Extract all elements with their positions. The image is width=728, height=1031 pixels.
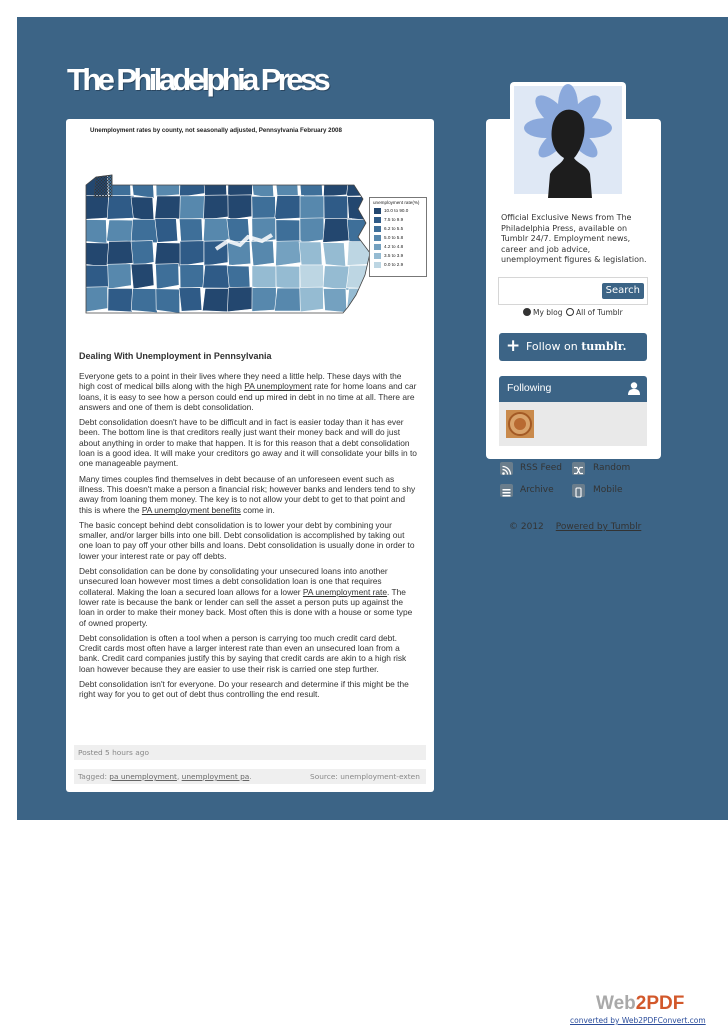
radio-all-tumblr[interactable]	[566, 308, 623, 317]
copyright-text: © 2012	[509, 522, 544, 532]
county-region	[155, 196, 183, 219]
legend-label: 4.2 to 4.8	[384, 244, 404, 250]
follow-on-tumblr-button[interactable]	[499, 333, 647, 361]
county-region	[108, 288, 133, 312]
county-region	[252, 266, 276, 291]
legend-label: 5.0 to 5.8	[384, 235, 404, 241]
post-paragraph: Debt consolidation isn't for everyone. Do your research and determine if this might be the right way for you to get out of debt thus controlling the end result.	[79, 679, 409, 700]
mobile-link[interactable]: Mobile	[593, 485, 623, 495]
county-region	[156, 172, 180, 196]
unemployment-map-figure	[76, 125, 428, 345]
county-region	[179, 219, 202, 243]
posted-time[interactable]: Posted 5 hours ago	[78, 748, 149, 757]
county-region	[180, 241, 204, 266]
tag-separator: ,	[176, 772, 182, 781]
county-region	[228, 173, 253, 196]
legend-row	[374, 244, 424, 252]
legend-row	[374, 208, 424, 216]
mobile-icon	[572, 484, 585, 497]
following-header	[499, 376, 647, 402]
county-region	[228, 195, 252, 220]
following-list	[499, 402, 647, 446]
county-region	[324, 196, 348, 219]
search-button[interactable]: Search	[602, 283, 644, 299]
county-region	[84, 287, 108, 312]
rss-feed-link[interactable]: RSS Feed	[520, 463, 563, 473]
radio-unchecked-icon[interactable]	[566, 308, 574, 316]
legend-label: 10.0 to 90.0	[384, 208, 409, 214]
follow-label	[526, 340, 626, 353]
post-paragraph	[79, 474, 419, 515]
county-region	[323, 218, 351, 242]
rss-icon	[500, 462, 513, 475]
county-region	[275, 288, 304, 311]
county-region	[83, 265, 109, 289]
county-region	[84, 195, 109, 219]
tag-link[interactable]: pa unemployment	[109, 772, 177, 781]
county-region	[323, 266, 350, 291]
radio-my-blog[interactable]	[523, 308, 563, 317]
radio-checked-icon[interactable]	[523, 308, 531, 316]
county-region	[131, 219, 158, 243]
powered-by-tumblr-link[interactable]: Powered by Tumblr	[555, 522, 642, 532]
county-region	[275, 173, 298, 196]
search-box	[498, 277, 648, 305]
radio-label: All of Tumblr	[576, 308, 623, 317]
paragraph-text: Everyone gets to a point in their lives where they need a little help. These days with the high cost of medical bills along with the high	[79, 371, 402, 392]
posted-time-bar	[74, 745, 426, 760]
county-region	[131, 197, 154, 222]
county-region	[83, 219, 106, 243]
pa-unemployment-rate-link[interactable]: PA unemployment rate	[302, 586, 388, 597]
county-region	[107, 196, 134, 220]
county-region	[300, 287, 324, 312]
county-region	[299, 242, 322, 265]
logo-web-text: Web	[596, 993, 636, 1014]
legend-label: 6.2 to 5.5	[384, 226, 404, 232]
county-region	[299, 173, 322, 196]
legend-row	[374, 262, 424, 270]
county-region	[251, 241, 274, 266]
legend-swatch	[374, 262, 381, 268]
paragraph-text: . The lower rate is because the bank or lender can sell the asset a person puts up against the loan in order to make their money back. Most often this is done with a house or some type of owned property.	[79, 586, 413, 628]
legend-label: 7.5 to 9.9	[384, 217, 404, 223]
legend-swatch	[374, 235, 381, 241]
web2pdf-convert-link[interactable]: converted by Web2PDFConvert.com	[570, 1016, 706, 1025]
county-region	[131, 264, 154, 289]
legend-row	[374, 253, 424, 261]
county-region	[276, 220, 300, 245]
county-region	[203, 265, 232, 288]
followed-blog-avatar[interactable]	[506, 410, 534, 438]
legend-swatch	[374, 208, 381, 214]
post-paragraph: Debt consolidation is often a tool when a person is carrying too much credit card debt. Credit cards most often have a larger interest rate than even an unsecured loan from a bank. Credit card companies justify this by saying that credit cards are akin to a high risk loan however because they are easier to use their risk is carried one step further.	[79, 632, 407, 674]
person-icon	[627, 381, 641, 395]
county-region	[227, 266, 250, 291]
post-paragraph	[79, 371, 419, 412]
county-region	[347, 288, 376, 311]
legend-swatch	[374, 253, 381, 259]
county-region	[155, 218, 178, 242]
pa-unemployment-link[interactable]: PA unemployment	[244, 381, 312, 392]
post-paragraph: The basic concept behind debt consolidation is to lower your debt by combining your smaller, and/or larger bills into one bill. Debt consolidation is accomplished by taking out one loan to pay off your other bills and loans. Debt consolidation is usually done in order to lower your interest rate or pay off debts.	[79, 519, 415, 561]
county-region	[323, 172, 349, 196]
plus-icon: +	[506, 336, 521, 356]
pa-unemployment-benefits-link[interactable]: PA unemployment benefits	[141, 504, 241, 515]
archive-link[interactable]: Archive	[520, 485, 554, 495]
county-region	[300, 218, 324, 243]
paragraph-text: rate for home loans and car loans, it is easy to see how a person could end up mired in debt in no time at all. There are answers and one of them is debt consolidation.	[79, 381, 417, 412]
county-region	[180, 196, 205, 220]
site-title[interactable]: The Philadelphia Press	[67, 62, 328, 97]
county-region	[275, 195, 304, 219]
following-label: Following	[507, 382, 552, 394]
post-paragraph	[79, 566, 419, 628]
county-region	[131, 174, 154, 199]
legend-swatch	[374, 244, 381, 250]
tumblr-brand: tumblr.	[581, 340, 627, 353]
county-region	[180, 265, 204, 289]
county-region	[131, 241, 154, 267]
blog-description: Official Exclusive News from The Philadelphia Press, available on Tumblr 24/7. Employment news, career and job advice, unemployment figures & legislation.	[501, 213, 647, 265]
county-region	[108, 264, 132, 289]
sidebar-footer	[509, 522, 641, 532]
follow-prefix: Follow on	[526, 340, 582, 353]
legend-label: 0.0 to 2.9	[384, 262, 404, 268]
legend-row	[374, 235, 424, 243]
seal-icon	[506, 410, 534, 438]
logo-pdf-text: 2PDF	[635, 993, 685, 1014]
paragraph-text: come in.	[240, 504, 275, 515]
county-region	[347, 196, 370, 220]
radio-label: My blog	[533, 308, 563, 317]
county-region	[252, 287, 276, 311]
tagged-label: Tagged:	[78, 772, 110, 781]
post-card	[66, 119, 434, 792]
county-region	[179, 288, 202, 312]
legend-swatch	[374, 217, 381, 223]
map-caption: Unemployment rates by county, not seasonally adjusted, Pennsylvania February 2008	[90, 127, 342, 134]
county-region	[276, 241, 301, 266]
archive-icon	[500, 484, 513, 497]
county-region	[347, 219, 370, 243]
post-title[interactable]: Dealing With Unemployment in Pennsylvania	[79, 351, 272, 361]
tag-separator: .	[249, 772, 252, 781]
county-region	[179, 172, 205, 197]
post-paragraph: Debt consolidation doesn't have to be difficult and in fact is easier today than it has ever been. The bottom line is that creditors really just want their money back and will do just about anything in order to make that happen. It is for this reason that a debt consolidation loan is a good idea. It will make your creditors go away and it will consolidate your bills in to one manageable payment.	[79, 417, 417, 469]
county-region	[300, 265, 324, 288]
blog-avatar[interactable]	[510, 82, 626, 198]
legend-title: unemployment rate(%)	[373, 200, 420, 205]
legend-swatch	[374, 226, 381, 232]
county-region	[83, 243, 109, 268]
legend-row	[374, 226, 424, 234]
post-body	[79, 351, 419, 705]
source-link[interactable]: Source: unemployment-exten	[310, 772, 420, 781]
web2pdf-logo	[596, 993, 684, 1015]
county-region	[131, 289, 158, 313]
search-input[interactable]	[501, 282, 601, 300]
county-region	[346, 173, 375, 196]
shuffle-icon	[572, 462, 585, 475]
county-region	[227, 287, 253, 312]
county-region	[300, 196, 324, 219]
county-region	[323, 242, 346, 266]
paragraph-text: Many times couples find themselves in debt because of an unforeseen event such as illness. This doesn't make a person a financial risk; however banks and lenders tend to shy away from loaning them money. The key is to not allow your debt to get to that point and this is where the	[79, 473, 416, 515]
county-region	[276, 266, 300, 291]
silhouette-avatar-icon	[510, 82, 626, 198]
county-region	[156, 289, 180, 314]
tag-link[interactable]: unemployment pa	[181, 772, 250, 781]
legend-row	[374, 217, 424, 225]
county-region	[107, 241, 135, 266]
county-region	[204, 195, 230, 220]
paragraph-text: Debt consolidation can be done by consolidating your unsecured loans into another unsecured loan however most times a debt consolidation loan is one that requires collateral. Making the loan a secured loan allows for a lower	[79, 566, 388, 597]
county-region	[203, 218, 230, 242]
county-region	[323, 288, 346, 312]
tags-bar	[74, 769, 426, 784]
random-link[interactable]: Random	[593, 463, 631, 473]
county-region	[251, 174, 274, 199]
legend-label: 3.5 to 3.9	[384, 253, 404, 259]
map-legend	[369, 197, 427, 277]
county-region	[156, 264, 180, 290]
county-region	[252, 196, 276, 220]
erie-county-hatched	[94, 175, 112, 197]
